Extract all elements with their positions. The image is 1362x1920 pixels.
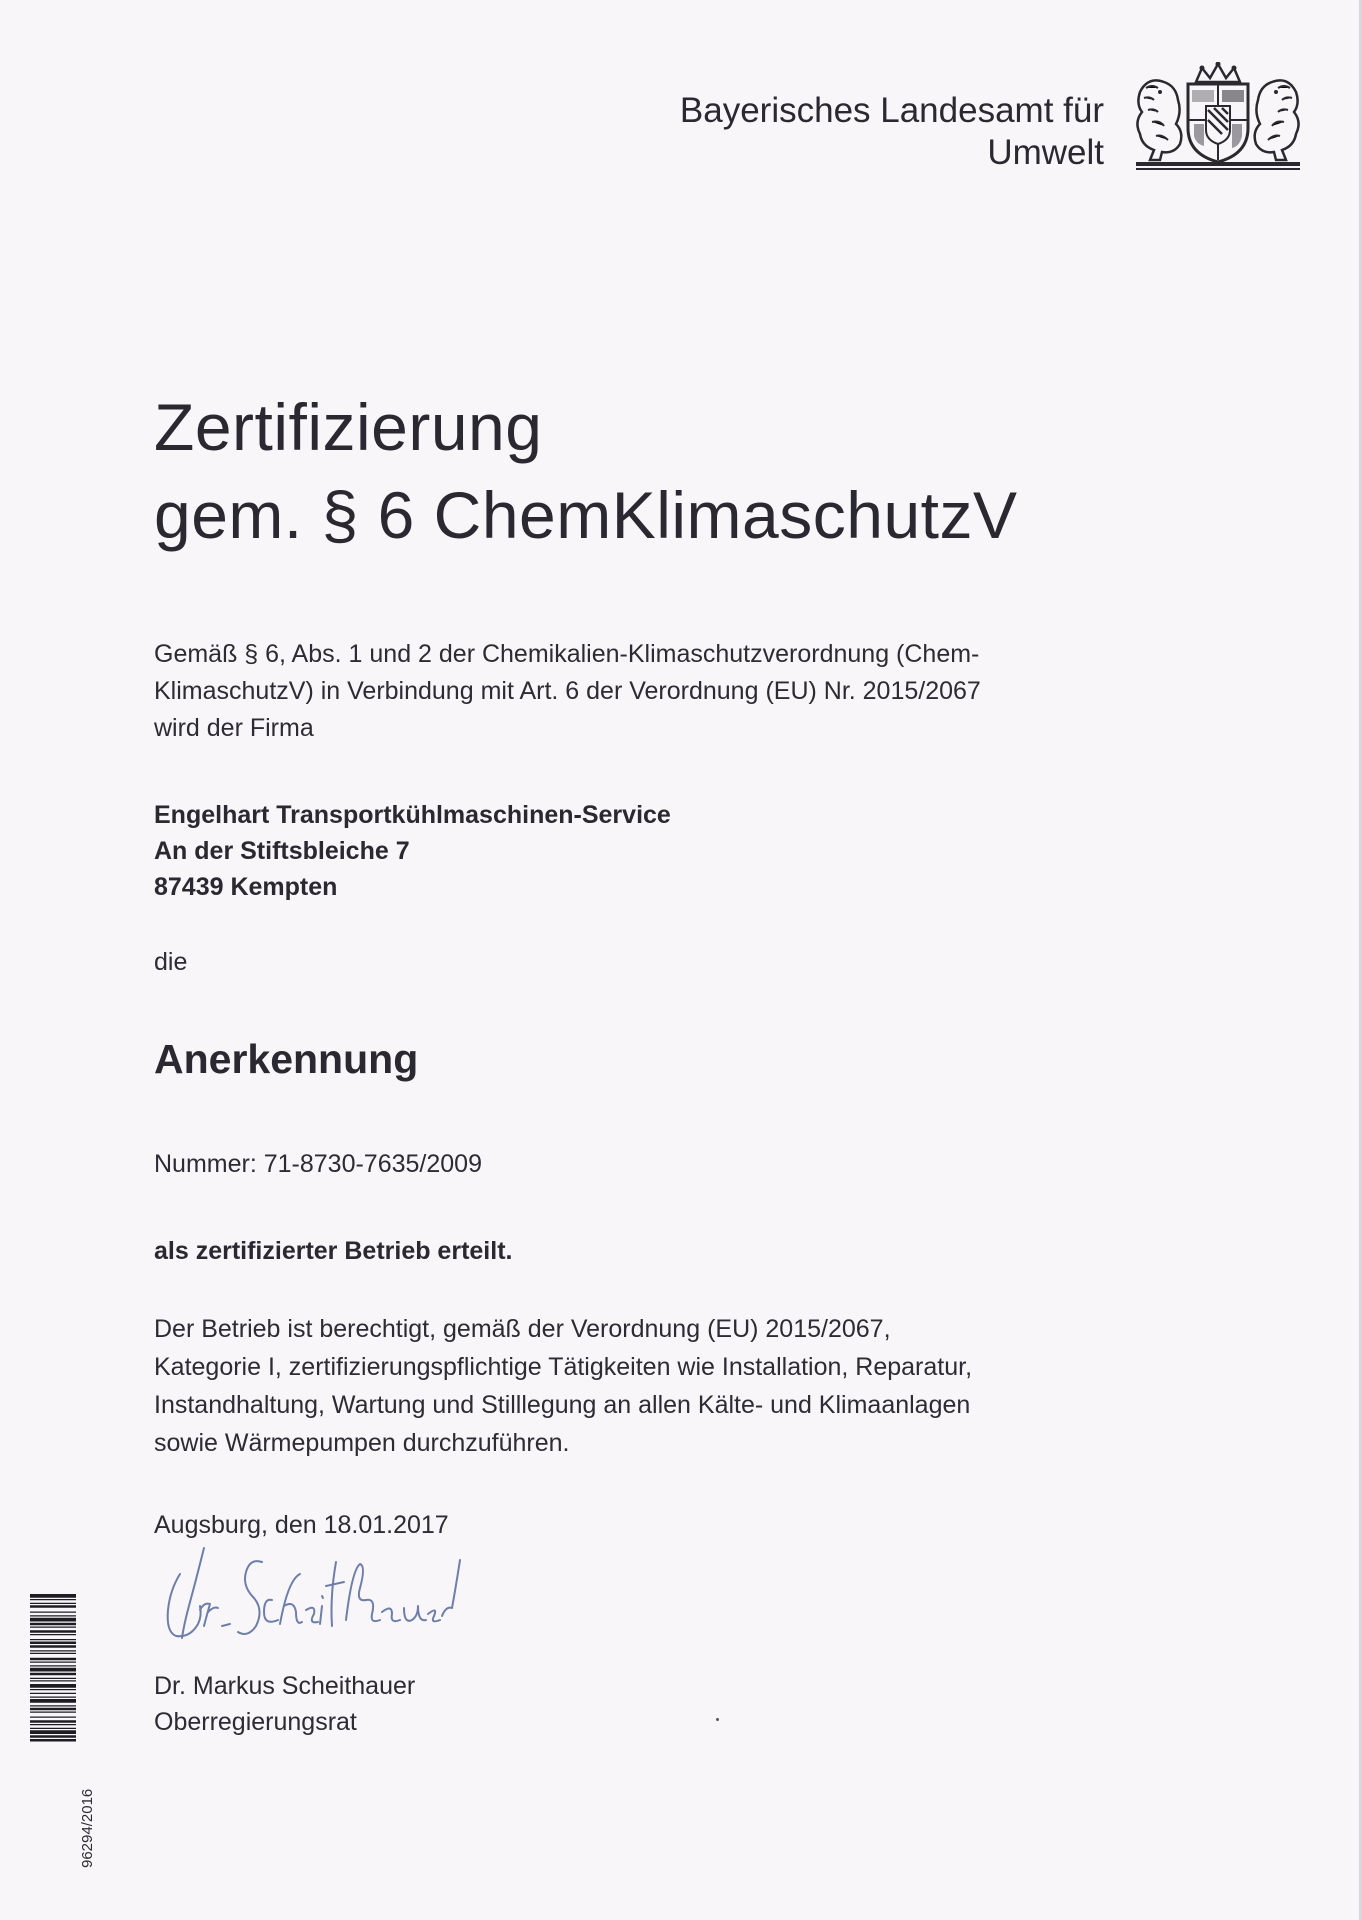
body-line-1: Der Betrieb ist berechtigt, gemäß der Verordnung (EU) 2015/2067, <box>154 1315 891 1343</box>
bavarian-coat-of-arms-icon <box>1130 62 1306 172</box>
intro-line-1: Gemäß § 6, Abs. 1 und 2 der Chemikalien-Klimaschutzverordnung (Chem- <box>154 640 980 668</box>
barcode-bar <box>30 1693 76 1694</box>
barcode-bar <box>30 1739 76 1742</box>
barcode-bar <box>30 1720 76 1723</box>
barcode-bar <box>30 1653 76 1654</box>
barcode-bar <box>30 1618 76 1622</box>
intro-line-2: KlimaschutzV) in Verbindung mit Art. 6 der Verordnung (EU) Nr. 2015/2067 <box>154 677 981 705</box>
intro-line-3: wird der Firma <box>154 714 314 742</box>
company-street: An der Stiftsbleiche 7 <box>154 837 410 865</box>
body-line-4: sowie Wärmepumpen durchzuführen. <box>154 1429 570 1457</box>
barcode-bar <box>30 1684 76 1688</box>
signer-title: Oberregierungsrat <box>154 1708 357 1736</box>
barcode-bar <box>30 1623 76 1626</box>
article-die: die <box>154 948 188 976</box>
barcode-bar <box>30 1699 76 1703</box>
barcode-bar <box>30 1708 76 1711</box>
recognition-number: Nummer: 71-8730-7635/2009 <box>154 1150 482 1178</box>
authorization-paragraph <box>154 1310 1114 1462</box>
scan-speck <box>716 1718 719 1721</box>
barcode-bar <box>30 1680 76 1681</box>
barcode-bar <box>30 1724 76 1725</box>
barcode-bar <box>30 1599 76 1600</box>
barcode-number: 96294/2016 <box>79 1788 96 1868</box>
barcode-bar <box>30 1642 76 1645</box>
place-and-date: Augsburg, den 18.01.2017 <box>154 1511 449 1539</box>
barcode-bar <box>30 1712 76 1713</box>
company-name: Engelhart Transportkühlmaschinen-Service <box>154 801 671 829</box>
barcode <box>30 1594 76 1864</box>
barcode-bar <box>30 1630 76 1633</box>
barcode-bar <box>30 1612 76 1613</box>
company-address <box>154 797 671 905</box>
authority-line-1: Bayerisches Landesamt für <box>679 91 1104 130</box>
recognition-heading: Anerkennung <box>154 1036 419 1082</box>
handwritten-signature <box>160 1540 470 1660</box>
barcode-bar <box>30 1665 76 1666</box>
barcode-bar <box>30 1634 76 1635</box>
title-line-2: gem. § 6 ChemKlimaschutzV <box>154 478 1018 552</box>
barcode-bar <box>30 1673 76 1676</box>
barcode-bar <box>30 1627 76 1628</box>
barcode-bar <box>30 1728 76 1729</box>
body-line-2: Kategorie I, zertifizierungspflichtige Tätigkeiten wie Installation, Reparatur, <box>154 1353 973 1381</box>
signer-block <box>154 1668 415 1740</box>
barcode-bar <box>30 1662 76 1663</box>
title-line-1: Zertifizierung <box>154 390 543 464</box>
barcode-bar <box>30 1678 76 1679</box>
barcode-bar <box>30 1639 76 1640</box>
certificate-title <box>154 383 1018 559</box>
barcode-bar <box>30 1615 76 1616</box>
legal-basis-paragraph <box>154 636 1114 747</box>
barcode-bar <box>30 1658 76 1661</box>
issuing-authority <box>680 90 1104 174</box>
barcode-bar <box>30 1645 76 1648</box>
company-city: 87439 Kempten <box>154 873 338 901</box>
barcode-bar <box>30 1594 76 1598</box>
recognition-granted: als zertifizierter Betrieb erteilt. <box>154 1237 513 1265</box>
barcode-bar <box>30 1603 76 1604</box>
authority-line-2: Umwelt <box>987 133 1104 172</box>
barcode-bar <box>30 1730 76 1734</box>
signer-name: Dr. Markus Scheithauer <box>154 1672 416 1700</box>
barcode-bar <box>30 1705 76 1706</box>
barcode-bar <box>30 1735 76 1738</box>
body-line-3: Instandhaltung, Wartung und Stilllegung an allen Kälte- und Klimaanlagen <box>154 1391 971 1419</box>
barcode-bar <box>30 1650 76 1651</box>
barcode-bar <box>30 1717 76 1718</box>
barcode-bar <box>30 1668 76 1672</box>
barcode-bar <box>30 1697 76 1698</box>
barcode-bar <box>30 1605 76 1608</box>
barcode-bar <box>30 1689 76 1690</box>
